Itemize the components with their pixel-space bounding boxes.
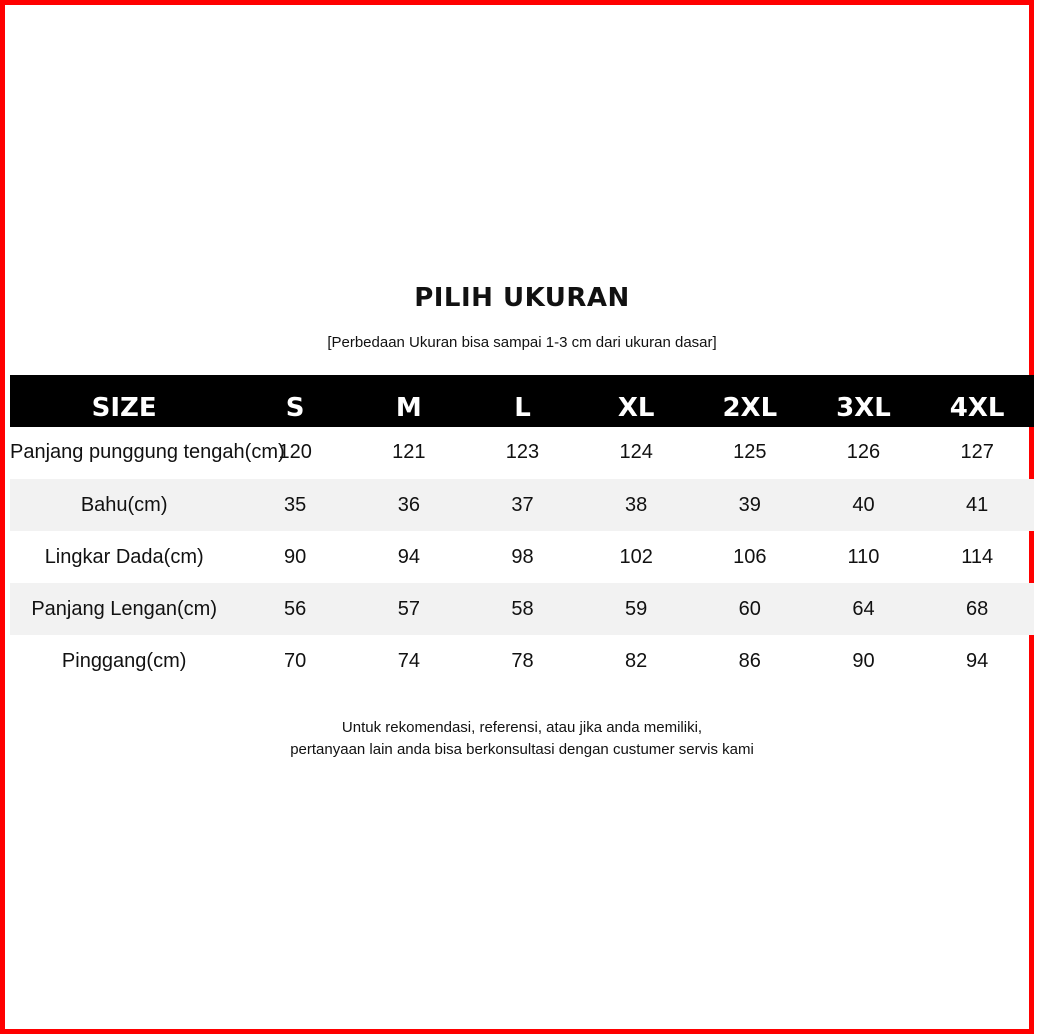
table-cell: 94: [966, 649, 989, 672]
table-cell: 127: [960, 441, 994, 463]
table-cell: 125: [733, 441, 767, 463]
size-table-container: [10, 375, 1034, 687]
table-cell: 39: [693, 479, 807, 531]
row-label: Pinggang(cm): [61, 649, 187, 672]
header-l: L: [466, 375, 580, 427]
table-cell: 98: [511, 545, 534, 568]
table-row: [10, 583, 1034, 635]
table-cell: 58: [466, 583, 580, 635]
table-cell: 106: [733, 545, 767, 568]
table-cell: 68: [920, 583, 1034, 635]
table-row: [10, 531, 1034, 583]
table-cell: 120: [278, 441, 312, 463]
header-3xl: 3XL: [807, 375, 921, 427]
page-title: PILIH UKURAN: [414, 283, 630, 313]
row-label: Bahu(cm): [10, 479, 238, 531]
table-cell: 90: [284, 545, 307, 568]
table-row: [10, 427, 1034, 479]
row-label: Lingkar Dada(cm): [44, 545, 204, 568]
table-header-row: [10, 375, 1034, 427]
table-cell: 35: [238, 479, 352, 531]
table-cell: 102: [619, 545, 653, 568]
table-cell: 94: [397, 545, 420, 568]
table-cell: 126: [846, 441, 881, 463]
header-xl: XL: [579, 375, 693, 427]
table-cell: 59: [579, 583, 693, 635]
table-cell: 64: [807, 583, 921, 635]
header-size: SIZE: [10, 375, 238, 427]
table-cell: 124: [619, 441, 653, 463]
table-cell: 57: [352, 583, 466, 635]
table-cell: 38: [579, 479, 693, 531]
table-cell: 37: [466, 479, 580, 531]
table-cell: 110: [847, 545, 880, 568]
table-cell: 86: [738, 649, 761, 672]
table-cell: 90: [852, 649, 875, 672]
table-cell: 41: [920, 479, 1034, 531]
table-cell: 123: [505, 441, 540, 463]
table-row: [10, 635, 1034, 687]
page-subtitle: [Perbedaan Ukuran bisa sampai 1-3 cm dari ukuran dasar]: [327, 334, 717, 351]
row-label: Panjang Lengan(cm): [10, 583, 238, 635]
header-2xl: 2XL: [693, 375, 807, 427]
table-cell: 70: [284, 649, 307, 672]
table-cell: 74: [397, 649, 420, 672]
table-cell: 60: [693, 583, 807, 635]
table-cell: 36: [352, 479, 466, 531]
header-4xl: 4XL: [920, 375, 1034, 427]
row-label: Panjang punggung tengah(cm): [10, 441, 285, 463]
table-cell: 114: [961, 545, 994, 568]
header-m: M: [352, 375, 466, 427]
table-cell: 121: [392, 441, 426, 463]
table-cell: 56: [238, 583, 352, 635]
footer-note-line-2: pertanyaan lain anda bisa berkonsultasi dengan custumer servis kami: [290, 741, 754, 758]
footer-note-line-1: Untuk rekomendasi, referensi, atau jika anda memiliki,: [341, 719, 703, 736]
header-s: S: [238, 375, 352, 427]
table-cell: 40: [807, 479, 921, 531]
table-row: [10, 479, 1034, 531]
table-cell: 82: [625, 649, 648, 672]
table-cell: 78: [511, 649, 534, 672]
size-table: [10, 375, 1034, 687]
